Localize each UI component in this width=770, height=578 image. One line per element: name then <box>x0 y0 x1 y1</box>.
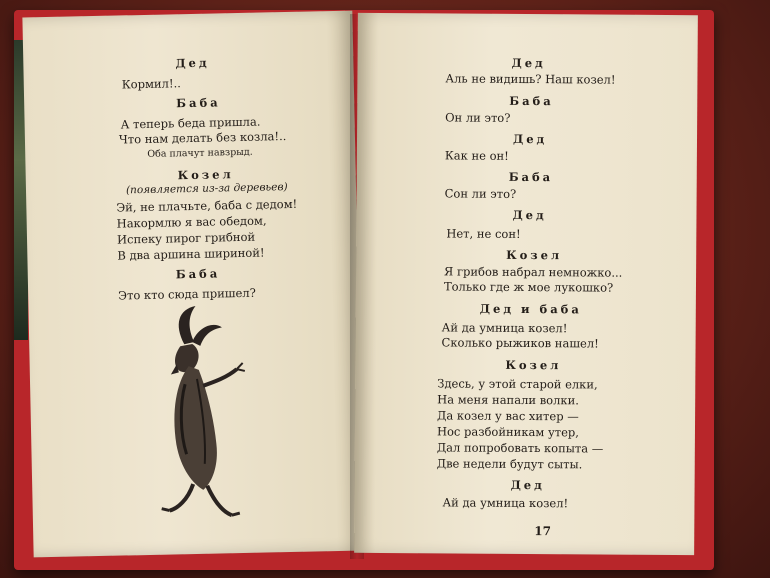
speaker-label: Козел <box>177 167 234 183</box>
speaker-label: Баба <box>175 266 221 282</box>
verse-line: Это кто сюда пришел? <box>118 285 256 303</box>
verse-line: А теперь беда пришла. <box>120 114 261 132</box>
speaker-label: Дед <box>512 207 547 223</box>
verse-line: Кормил!.. <box>121 76 181 92</box>
verse-line: Сон ли это? <box>444 186 517 201</box>
speaker-label: Дед <box>510 477 545 493</box>
verse-line: В два аршина шириной! <box>117 245 265 263</box>
verse-line: Что нам делать без козла!.. <box>118 129 287 147</box>
verse-line: Да козел у вас хитер — <box>437 408 579 424</box>
speaker-label: Баба <box>509 93 554 109</box>
stage-direction: Оба плачут навзрыд. <box>147 146 253 160</box>
speaker-label: Дед <box>175 55 210 71</box>
speaker-label: Дед <box>512 131 548 147</box>
verse-line: Накормлю я вас обедом, <box>116 213 267 231</box>
verse-line: Испеку пирог грибной <box>116 229 256 247</box>
verse-line: Ай да умница козел! <box>441 320 568 336</box>
speaker-label: Баба <box>508 169 554 185</box>
verse-line: Он ли это? <box>445 110 511 125</box>
speaker-label: Козел <box>506 247 563 263</box>
verse-line: На меня напали волки. <box>437 392 579 408</box>
speaker-label: Козел <box>505 357 562 373</box>
goat-illustration <box>143 303 263 525</box>
speaker-label: Баба <box>176 95 221 111</box>
stage-direction: (появляется из-за деревьев) <box>125 180 288 197</box>
verse-line: Ай да умница козел! <box>442 495 569 511</box>
verse-line: Здесь, у этой старой елки, <box>437 376 598 392</box>
verse-line: Две недели будут сыты. <box>436 456 583 472</box>
speaker-label: Дед <box>511 55 546 71</box>
verse-line: Сколько рыжиков нашел! <box>441 335 599 351</box>
page-number: 17 <box>534 524 552 539</box>
verse-line: Я грибов набрал немножко... <box>444 264 623 280</box>
right-page <box>354 13 698 555</box>
verse-line: Аль не видишь? Наш козел! <box>445 71 616 87</box>
verse-line: Эй, не плачьте, баба с дедом! <box>116 196 298 215</box>
verse-line: Только где ж мое лукошко? <box>443 279 614 295</box>
verse-line: Как не он! <box>444 148 509 163</box>
speaker-label: Дед и баба <box>479 301 582 317</box>
left-page <box>22 11 363 558</box>
verse-line: Нос разбойникам утер, <box>436 424 579 440</box>
verse-line: Дал попробовать копыта — <box>436 440 604 456</box>
verse-line: Нет, не сон! <box>446 226 521 241</box>
